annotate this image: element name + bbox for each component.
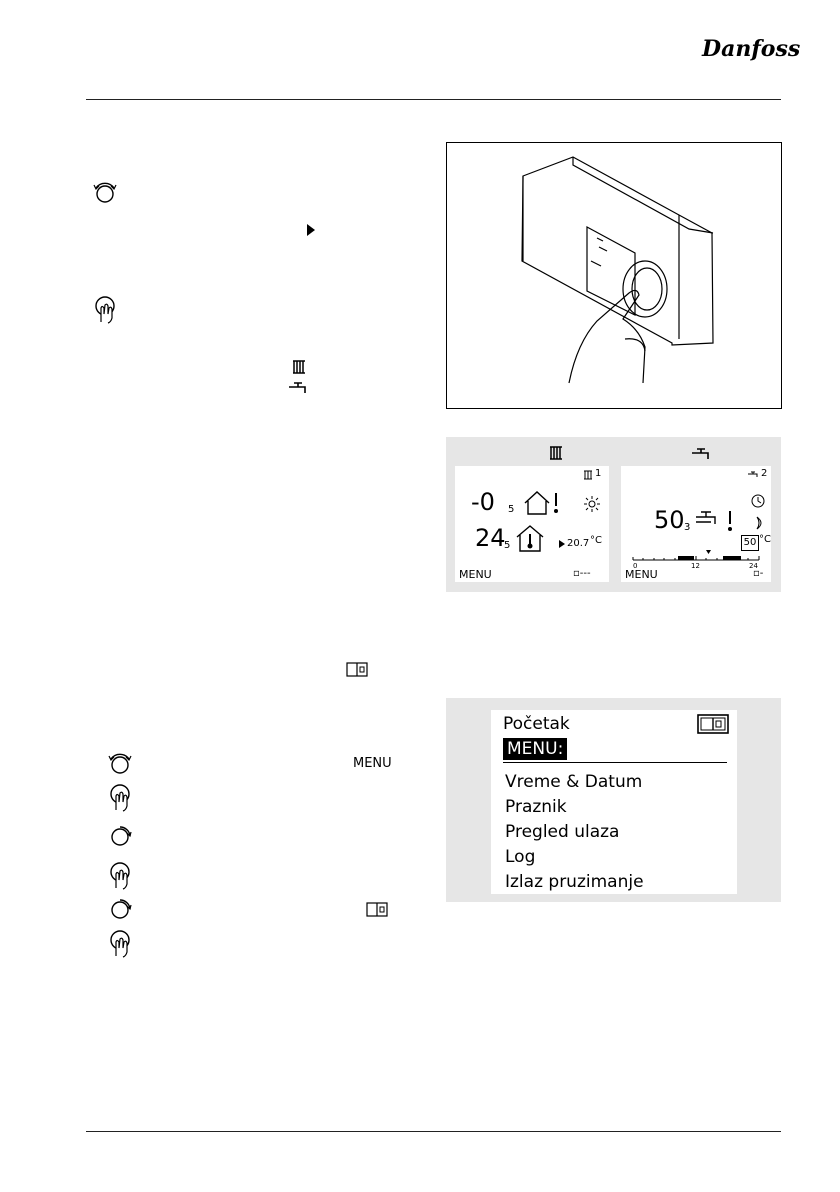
page-indicator: ▫--- — [573, 568, 591, 579]
scale-start: 0 — [633, 562, 638, 570]
menu-header-rule — [503, 762, 727, 763]
dhw-display-screen — [621, 466, 771, 582]
circuit-number: 1 — [595, 468, 602, 479]
push-dial-icon — [107, 782, 133, 812]
moon-icon — [755, 516, 765, 530]
alarm-exclamation-icon — [727, 510, 733, 532]
start-menu-box-icon — [697, 714, 729, 734]
push-dial-icon — [107, 928, 133, 958]
sun-icon — [584, 496, 600, 512]
menu-item[interactable]: Vreme & Datum — [505, 772, 643, 792]
push-dial-icon — [92, 294, 118, 324]
radiator-small-icon — [583, 470, 593, 480]
radiator-icon — [291, 359, 307, 375]
dhw-temp: 50 — [654, 506, 685, 534]
menu-label: MENU — [459, 568, 492, 581]
menu-item[interactable]: Praznik — [505, 797, 567, 817]
menu-item[interactable]: Pregled ulaza — [505, 822, 620, 842]
scale-end: 24 — [749, 562, 758, 570]
temp-unit: °C — [759, 534, 771, 545]
heating-display-screen — [455, 466, 609, 582]
tap-icon — [288, 381, 308, 395]
tap-small-icon — [748, 471, 758, 477]
controller-hand-illustration — [447, 143, 781, 408]
dial-rotate-icon — [106, 751, 134, 777]
tap-icon — [691, 447, 711, 461]
start-menu-box-icon — [366, 902, 388, 917]
menu-label: MENU — [625, 568, 658, 581]
controller-photo-panel — [446, 142, 782, 409]
setpoint-temp: 20.7 — [567, 538, 590, 549]
menu-header-highlight[interactable]: MENU: — [503, 738, 567, 760]
scale-mid: 12 — [691, 562, 700, 570]
setpoint-box: 50 — [741, 535, 759, 551]
footer-rule — [86, 1131, 781, 1132]
menu-item[interactable]: Izlaz pruzimanje — [505, 872, 644, 892]
outdoor-temp: -0 — [471, 488, 495, 516]
danfoss-logo — [700, 30, 801, 66]
dhw-tap-icon — [695, 510, 719, 530]
flow-temp: 24 — [475, 524, 506, 552]
menu-screen-title: Početak — [503, 714, 570, 734]
brand-text: Danfoss — [702, 36, 801, 62]
clock-icon — [751, 494, 765, 508]
push-dial-icon — [107, 860, 133, 890]
house-thermometer-icon — [515, 524, 545, 554]
dhw-temp-decimal: 3 — [684, 522, 691, 533]
header-rule — [86, 99, 781, 100]
dial-turn-right-icon — [108, 824, 132, 848]
triangle-pointer-icon — [306, 223, 316, 237]
alarm-exclamation-icon — [553, 492, 559, 514]
temp-unit: °C — [590, 535, 602, 546]
radiator-icon — [548, 445, 564, 461]
house-icon — [523, 490, 551, 516]
start-menu-box-icon — [346, 662, 368, 677]
triangle-pointer-icon — [559, 540, 565, 548]
flow-temp-decimal: 5 — [504, 540, 511, 551]
page-indicator: ▫- — [753, 568, 764, 579]
dial-rotate-icon — [91, 180, 119, 206]
menu-text: MENU — [353, 756, 392, 771]
outdoor-temp-decimal: 5 — [508, 504, 515, 515]
menu-item[interactable]: Log — [505, 847, 536, 867]
circuit-number: 2 — [761, 468, 768, 479]
start-menu-screen — [491, 710, 737, 894]
dial-turn-right-icon — [108, 897, 132, 921]
